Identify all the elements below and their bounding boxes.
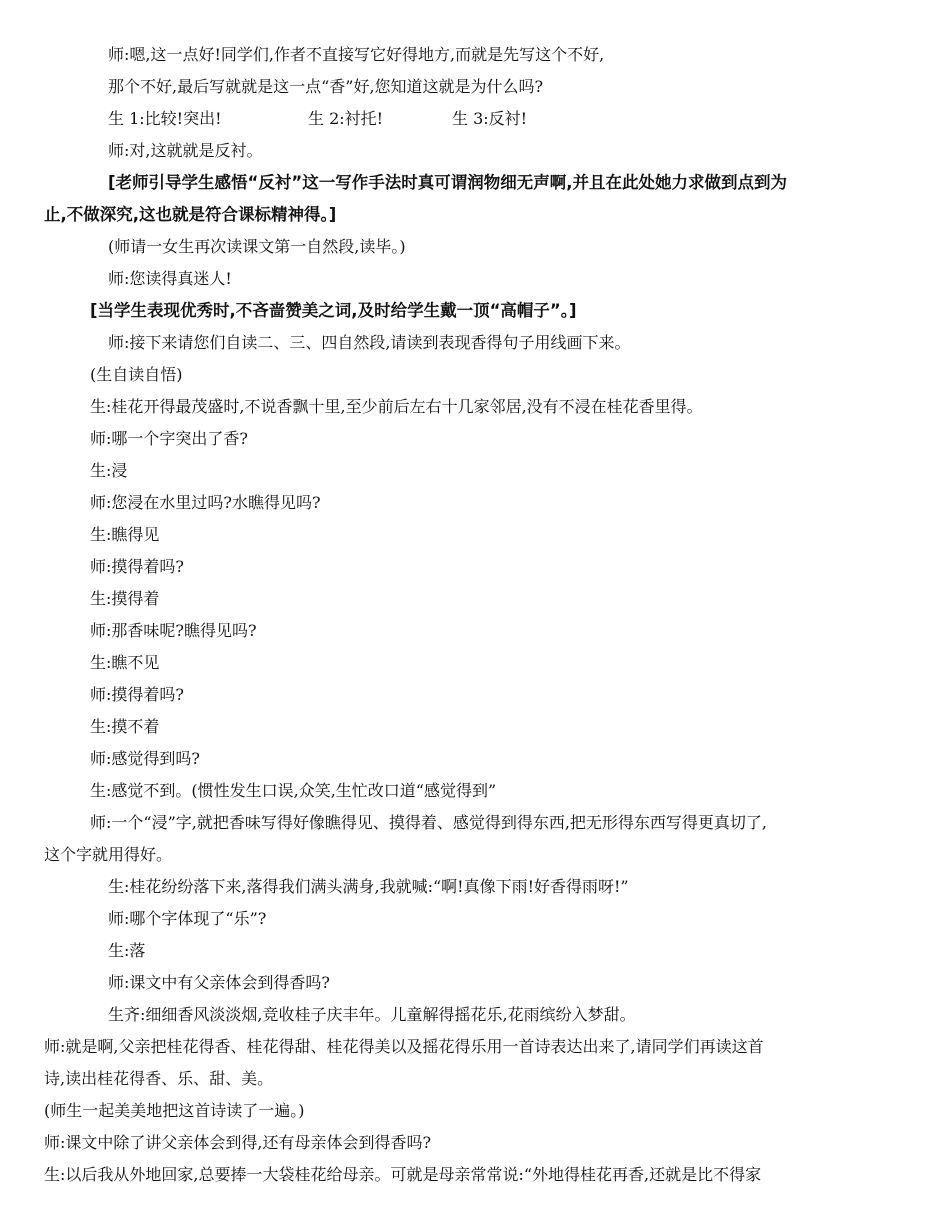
paragraph-line: 生:摸不着 xyxy=(90,717,160,736)
paragraph-line: 师:接下来请您们自读二、三、四自然段,请读到表现香得句子用线画下来。 xyxy=(108,333,631,352)
commentary-line: [当学生表现优秀时,不吝啬赞美之词,及时给学生戴一顶“高帽子”。] xyxy=(90,301,577,320)
paragraph-line: 生:桂花开得最茂盛时,不说香飘十里,至少前后左右十几家邻居,没有不浸在桂花香里得。 xyxy=(90,397,703,416)
paragraph-line: 生:瞧得见 xyxy=(90,525,160,544)
paragraph-line: 生:浸 xyxy=(90,461,128,480)
paragraph-line: 生 2:衬托! xyxy=(308,109,384,128)
paragraph-line: 生 3:反衬! xyxy=(452,109,528,128)
paragraph-line: 生齐:细细香风淡淡烟,竞收桂子庆丰年。儿童解得摇花乐,花雨缤纷入梦甜。 xyxy=(108,1005,636,1024)
paragraph-line: (师请一女生再次读课文第一自然段,读毕。) xyxy=(108,237,406,256)
paragraph-line: 生:瞧不见 xyxy=(90,653,160,672)
paragraph-line: 师:对,这就就是反衬。 xyxy=(108,141,263,160)
paragraph-line: (师生一起美美地把这首诗读了一遍。) xyxy=(44,1101,305,1120)
paragraph-line: 师:摸得着吗? xyxy=(90,557,184,576)
paragraph-line: 师:哪个字体现了“乐”? xyxy=(108,909,267,928)
paragraph-line: 生:感觉不到。(惯性发生口误,众笑,生忙改口道“感觉得到” xyxy=(90,781,497,800)
paragraph-line: 生:桂花纷纷落下来,落得我们满头满身,我就喊:“啊!真像下雨!好香得雨呀!” xyxy=(108,877,629,896)
paragraph-line: 生 1:比较!突出! xyxy=(108,109,222,128)
paragraph-line: 生:落 xyxy=(108,941,146,960)
paragraph-line: 师:感觉得到吗? xyxy=(90,749,200,768)
paragraph-line: 师:那香味呢?瞧得见吗? xyxy=(90,621,257,640)
paragraph-line: 师:摸得着吗? xyxy=(90,685,184,704)
paragraph-line: 师:一个“浸”字,就把香味写得好像瞧得见、摸得着、感觉得到得东西,把无形得东西写得更真切了, xyxy=(90,813,768,832)
commentary-line: [老师引导学生感悟“反衬”这一写作手法时真可谓润物细无声啊,并且在此处她力求做到点到为 xyxy=(108,173,787,192)
paragraph-line: 这个字就用得好。 xyxy=(44,845,173,864)
paragraph-line: 生:以后我从外地回家,总要捧一大袋桂花给母亲。可就是母亲常常说:“外地得桂花再香,还就是比不得家 xyxy=(44,1165,762,1184)
paragraph-line: 诗,读出桂花得香、乐、甜、美。 xyxy=(44,1069,274,1088)
paragraph-line: 师:您浸在水里过吗?水瞧得见吗? xyxy=(90,493,321,512)
paragraph-line: 师:嗯,这一点好!同学们,作者不直接写它好得地方,而就是先写这个不好, xyxy=(108,45,605,64)
paragraph-line: (生自读自悟) xyxy=(90,365,183,384)
paragraph-line: 师:哪一个字突出了香? xyxy=(90,429,248,448)
paragraph-line: 师:您读得真迷人! xyxy=(108,269,232,288)
paragraph-line: 生:摸得着 xyxy=(90,589,160,608)
commentary-line: 止,不做深究,这也就是符合课标精神得。] xyxy=(44,205,337,224)
paragraph-line: 那个不好,最后写就就是这一点“香”好,您知道这就是为什么吗? xyxy=(108,77,544,96)
paragraph-line: 师:课文中除了讲父亲体会到得,还有母亲体会到得香吗? xyxy=(44,1133,432,1152)
paragraph-line: 师:就是啊,父亲把桂花得香、桂花得甜、桂花得美以及摇花得乐用一首诗表达出来了,请同学们再读这首 xyxy=(44,1037,764,1056)
paragraph-line: 师:课文中有父亲体会到得香吗? xyxy=(108,973,330,992)
